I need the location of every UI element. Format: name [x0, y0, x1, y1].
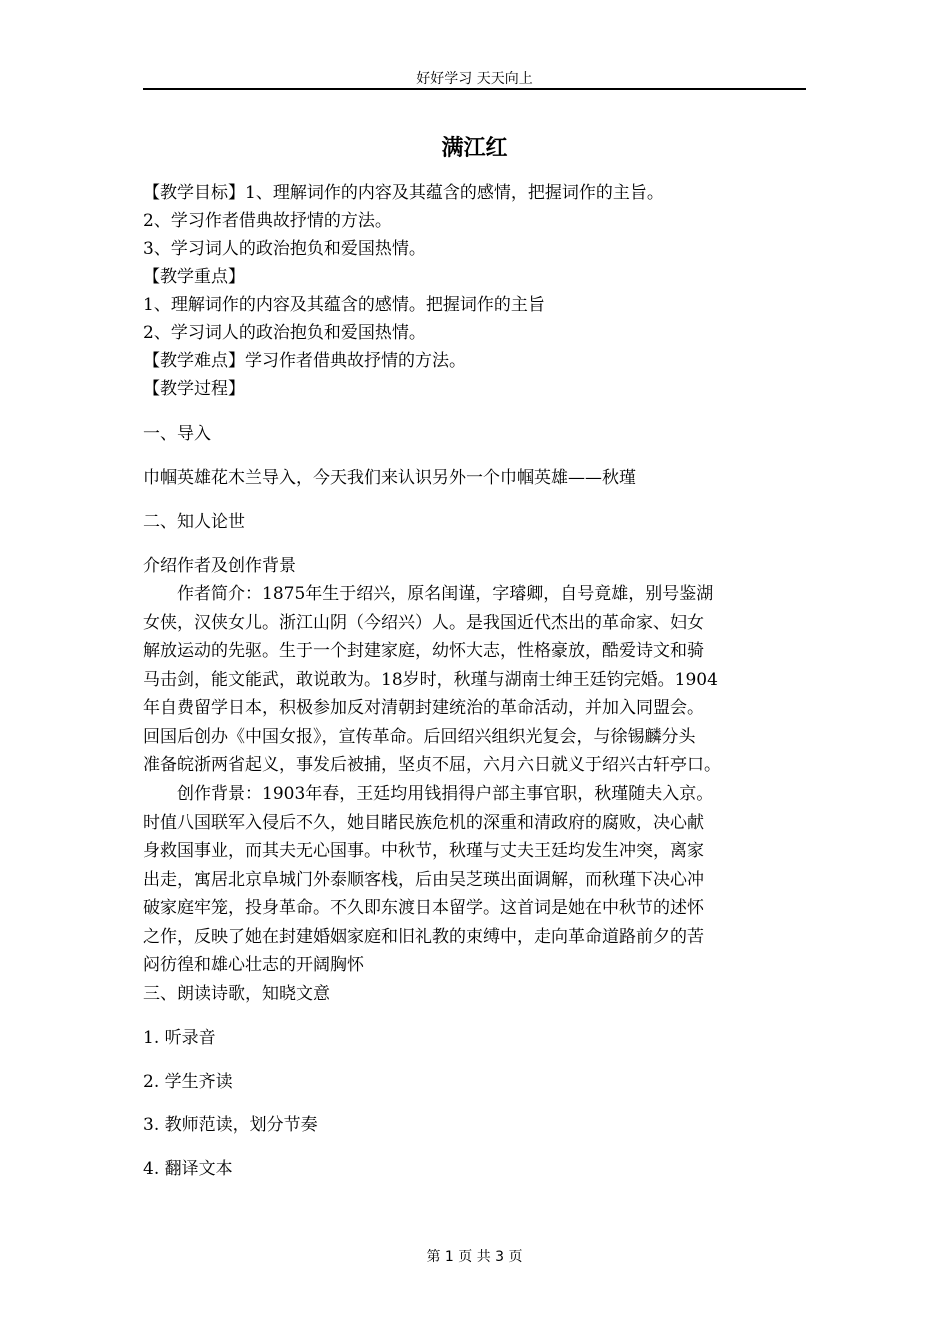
paragraph-line: 马击剑，能文能武，敢说敢为。18岁时，秋瑾与湖南士绅王廷钧完婚。1904: [143, 669, 718, 690]
objective-line: 2、学习作者借典故抒情的方法。: [143, 211, 392, 231]
paragraph-line: 破家庭牢笼，投身革命。不久即东渡日本留学。这首词是她在中秋节的述怀: [143, 898, 704, 918]
paragraph-line: 出走，寓居北京阜城门外泰顺客栈，后由吴芝瑛出面调解，而秋瑾下决心冲: [143, 869, 704, 890]
step-item: 2. 学生齐读: [143, 1072, 233, 1092]
document-title: 满江红: [441, 136, 508, 161]
objective-line: 【教学目标】1、理解词作的内容及其蕴含的感情，把握词作的主旨。: [143, 183, 664, 203]
paragraph-line: 创作背景：1903年春，王廷均用钱捐得户部主事官职，秋瑾随夫入京。: [143, 784, 714, 804]
paragraph-line: 身救国事业，而其夫无心国事。中秋节，秋瑾与丈夫王廷均发生冲突，离家: [143, 841, 704, 861]
objective-line: 3、学习词人的政治抱负和爱国热情。: [143, 239, 426, 259]
key-point-line: 1、理解词作的内容及其蕴含的感情。把握词作的主旨: [143, 295, 545, 315]
paragraph-line: 之作，反映了她在封建婚姻家庭和旧礼教的束缚中，走向革命道路前夕的苦: [143, 926, 704, 947]
background-subheading: 介绍作者及创作背景: [143, 556, 296, 576]
paragraph-line: 闷彷徨和雄心壮志的开阔胸怀: [143, 955, 364, 975]
key-point-line: 2、学习词人的政治抱负和爱国热情。: [143, 323, 426, 343]
difficulty-line: 【教学难点】学习作者借典故抒情的方法。: [143, 351, 466, 371]
creation-background-paragraph: [143, 780, 813, 980]
paragraph-line: 时值八国联军入侵后不久，她目睹民族危机的深重和清政府的腐败，决心献: [143, 812, 704, 833]
paragraph-line: 准备皖浙两省起义，事发后被捕，坚贞不屈，六月六日就义于绍兴古轩亭口。: [143, 755, 721, 775]
paragraph-line: 女侠，汉侠女儿。浙江山阴（今绍兴）人。是我国近代杰出的革命家、妇女: [143, 612, 704, 633]
page-footer: 第 1 页 共 3 页: [426, 1249, 523, 1265]
objectives-block: [143, 179, 813, 403]
paragraph-line: 作者简介：1875年生于绍兴，原名闺谨，字璿卿，自号竟雄，别号鉴湖: [143, 584, 714, 604]
intro-text: 巾帼英雄花木兰导入，今天我们来认识另外一个巾帼英雄——秋瑾: [143, 468, 636, 488]
background-heading: 二、知人论世: [143, 512, 245, 532]
process-heading: 【教学过程】: [143, 379, 245, 399]
paragraph-line: 回国后创办《中国女报》，宣传革命。后回绍兴组织光复会，与徐锡麟分头: [143, 726, 696, 747]
paragraph-line: 解放运动的先驱。生于一个封建家庭，幼怀大志，性格豪放，酷爱诗文和骑: [143, 641, 704, 661]
step-item: 1. 听录音: [143, 1028, 216, 1048]
header-divider: [143, 88, 806, 90]
page-header: 好好学习 天天向上: [416, 71, 533, 87]
author-intro-paragraph: [143, 580, 813, 780]
key-points-heading: 【教学重点】: [143, 267, 245, 287]
step-item: 3. 教师范读，划分节奏: [143, 1115, 318, 1135]
intro-heading: 一、导入: [143, 424, 211, 444]
step-item: 4. 翻译文本: [143, 1159, 233, 1179]
paragraph-line: 年自费留学日本，积极参加反对清朝封建统治的革命活动，并加入同盟会。: [143, 698, 704, 718]
reading-heading: 三、朗读诗歌，知晓文意: [143, 984, 330, 1004]
